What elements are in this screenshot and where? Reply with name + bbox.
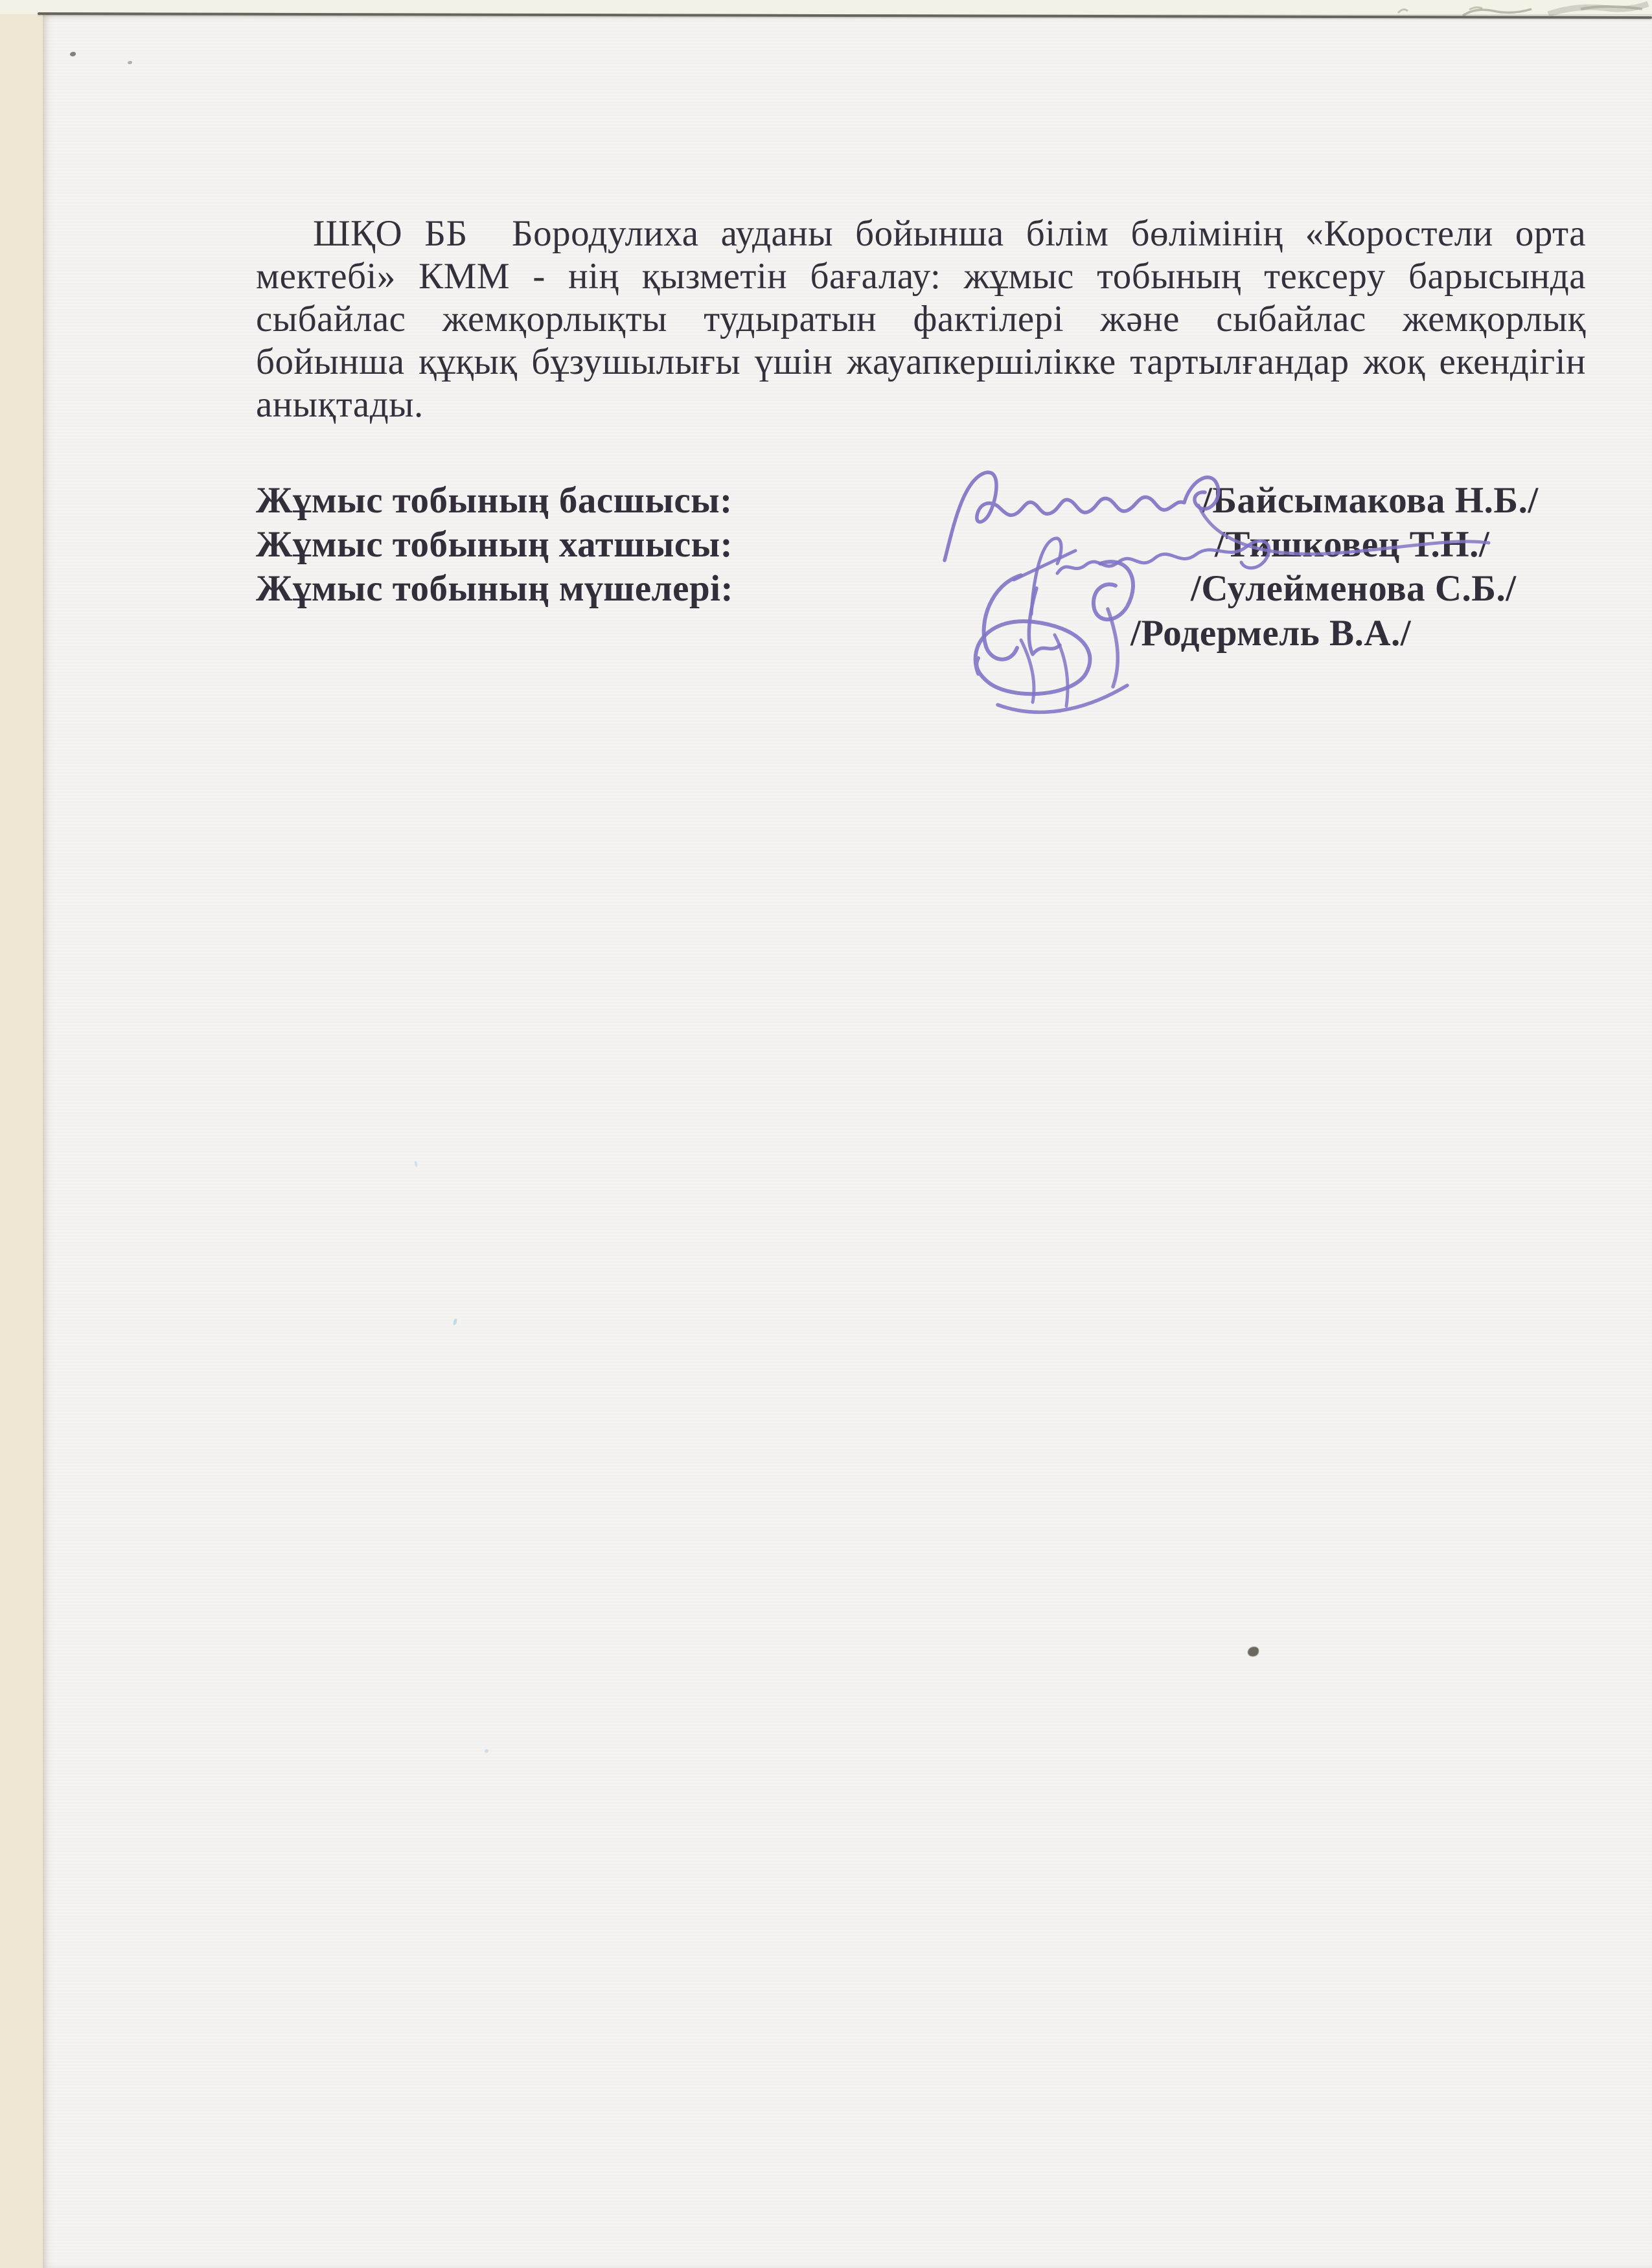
paragraph-line: мектебі» КММ - нің қызметін бағалау: жұмыс тобының тексеру барысында	[256, 256, 1586, 297]
paragraph-line: бойынша құқық бұзушылығы үшін жауапкершілікке тартылғандар жоқ екендігін	[256, 341, 1586, 382]
body-paragraph	[256, 212, 1586, 426]
scanner-left-margin	[0, 14, 43, 2268]
signatory-name: /Тишковец Т.Н./	[1215, 524, 1490, 565]
signatory-name: /Байсымакова Н.Б./	[1202, 480, 1539, 521]
paragraph-line: анықтады.	[256, 384, 424, 425]
signatory-name: /Родермель В.А./	[1130, 613, 1412, 654]
signature-role-label-secretary: Жұмыс тобының хатшысы:	[256, 524, 733, 565]
signature-role-label-head: Жұмыс тобының басшысы:	[256, 480, 733, 521]
paragraph-line: сыбайлас жемқорлықты тудыратын фактілері және сыбайлас жемқорлық	[256, 299, 1586, 339]
signatory-name: /Сулейменова С.Б./	[1191, 568, 1517, 609]
paragraph-line: ШҚО ББ Бородулиха ауданы бойынша білім бөлімінің «Коростели орта	[313, 213, 1586, 254]
scanner-top-strip	[0, 0, 1652, 14]
signature-role-label-members: Жұмыс тобының мүшелері:	[256, 568, 733, 609]
scan-speck	[485, 1749, 488, 1753]
